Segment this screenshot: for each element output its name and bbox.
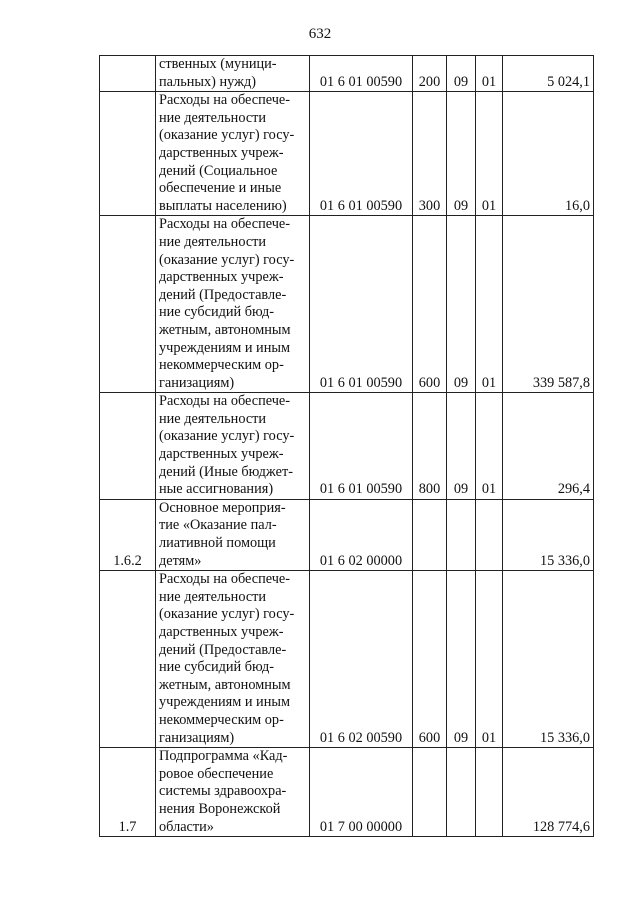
target-code-cell: 01 6 01 00590: [310, 216, 413, 393]
item-number-cell: 1.7: [100, 748, 156, 837]
expense-type-cell: [413, 748, 447, 837]
item-number-cell: 1.6.2: [100, 499, 156, 570]
table-row: [100, 92, 594, 216]
expense-type-cell: 600: [413, 216, 447, 393]
description-line: (оказание услуг) госу-: [159, 127, 295, 144]
subsection-cell: 01: [476, 571, 503, 748]
description-line: пальных) нужд): [159, 73, 257, 90]
budget-table: [99, 55, 594, 837]
description-cell: [156, 216, 310, 393]
description-line: ние деятельности: [159, 410, 267, 427]
item-number-cell: [100, 571, 156, 748]
description-line: Расходы на обеспече-: [159, 393, 291, 410]
description-line: ние деятельности: [159, 233, 267, 250]
description-line: жетным, автономным: [159, 676, 291, 693]
description-line: ние субсидий бюд-: [159, 304, 275, 321]
description-line: учреждениям и иным: [159, 694, 291, 711]
description-line: дарственных учреж-: [159, 446, 284, 463]
description-line: лиативной помощи: [159, 535, 276, 552]
description-cell: [156, 56, 310, 92]
description-cell: [156, 571, 310, 748]
amount-cell: 5 024,1: [503, 56, 594, 92]
table-body: [100, 56, 594, 837]
subsection-cell: 01: [476, 56, 503, 92]
description-line: области»: [159, 818, 214, 835]
description-line: (оказание услуг) госу-: [159, 428, 295, 445]
description-line: тие «Оказание пал-: [159, 517, 277, 534]
table-row: [100, 216, 594, 393]
description-line: некоммерческим ор-: [159, 711, 284, 728]
description-line: ние субсидий бюд-: [159, 659, 275, 676]
description-line: Подпрограмма «Кад-: [159, 748, 288, 765]
description-line: дарственных учреж-: [159, 624, 284, 640]
description-line: дений (Иные бюджет-: [159, 463, 293, 480]
subsection-cell: 01: [476, 92, 503, 216]
item-number-cell: [100, 92, 156, 216]
amount-cell: 15 336,0: [503, 499, 594, 570]
description-line: Расходы на обеспече-: [159, 571, 291, 588]
amount-cell: 15 336,0: [503, 571, 594, 748]
item-number-cell: [100, 393, 156, 500]
target-code-cell: 01 6 01 00590: [310, 92, 413, 216]
expense-type-cell: 200: [413, 56, 447, 92]
description-line: учреждениям и иным: [159, 339, 291, 356]
section-cell: 09: [447, 92, 476, 216]
target-code-cell: 01 7 00 00000: [310, 748, 413, 837]
section-cell: 09: [447, 571, 476, 748]
section-cell: [447, 748, 476, 837]
description-line: дений (Предоставле-: [159, 641, 287, 658]
description-line: выплаты населению): [159, 197, 287, 214]
expense-type-cell: 600: [413, 571, 447, 748]
description-line: ганизациям): [159, 729, 235, 746]
item-number-cell: [100, 56, 156, 92]
section-cell: 09: [447, 56, 476, 92]
description-line: дений (Социальное: [159, 162, 278, 179]
target-code-cell: 01 6 01 00590: [310, 56, 413, 92]
description-line: системы здравоохра-: [159, 783, 287, 800]
expense-type-cell: 300: [413, 92, 447, 216]
description-line: детям»: [159, 552, 202, 569]
amount-cell: 16,0: [503, 92, 594, 216]
section-cell: 09: [447, 393, 476, 500]
target-code-cell: 01 6 02 00000: [310, 499, 413, 570]
description-line: ние деятельности: [159, 109, 267, 126]
item-number-cell: [100, 216, 156, 393]
description-line: ровое обеспечение: [159, 765, 274, 782]
description-cell: [156, 748, 310, 837]
description-line: ные ассигнования): [159, 481, 274, 498]
subsection-cell: 01: [476, 216, 503, 393]
section-cell: [447, 499, 476, 570]
description-line: (оказание услуг) госу-: [159, 606, 295, 623]
description-line: дарственных учреж-: [159, 269, 284, 286]
description-line: некоммерческим ор-: [159, 357, 284, 374]
description-line: ганизациям): [159, 374, 235, 391]
description-cell: [156, 499, 310, 570]
description-line: нения Воронежской: [159, 800, 281, 817]
table-row: [100, 393, 594, 500]
description-line: Основное мероприя-: [159, 499, 286, 516]
description-line: жетным, автономным: [159, 321, 291, 338]
description-line: ственных (муници-: [159, 56, 277, 72]
description-cell: [156, 393, 310, 500]
description-line: Расходы на обеспече-: [159, 92, 291, 109]
table-row: [100, 748, 594, 837]
description-line: обеспечение и иные: [159, 180, 282, 197]
section-cell: 09: [447, 216, 476, 393]
expense-type-cell: 800: [413, 393, 447, 500]
amount-cell: 128 774,6: [503, 748, 594, 837]
description-line: дений (Предоставле-: [159, 286, 287, 303]
description-line: дарственных учреж-: [159, 144, 284, 161]
amount-cell: 296,4: [503, 393, 594, 500]
subsection-cell: [476, 499, 503, 570]
description-cell: [156, 92, 310, 216]
description-line: (оказание услуг) госу-: [159, 251, 295, 268]
expense-type-cell: [413, 499, 447, 570]
subsection-cell: [476, 748, 503, 837]
table-row: [100, 499, 594, 570]
target-code-cell: 01 6 02 00590: [310, 571, 413, 748]
page-number: 632: [308, 26, 332, 42]
target-code-cell: 01 6 01 00590: [310, 393, 413, 500]
table-row: [100, 571, 594, 748]
table-row: [100, 56, 594, 92]
subsection-cell: 01: [476, 393, 503, 500]
amount-cell: 339 587,8: [503, 216, 594, 393]
description-line: ние деятельности: [159, 588, 267, 605]
description-line: Расходы на обеспече-: [159, 216, 291, 233]
